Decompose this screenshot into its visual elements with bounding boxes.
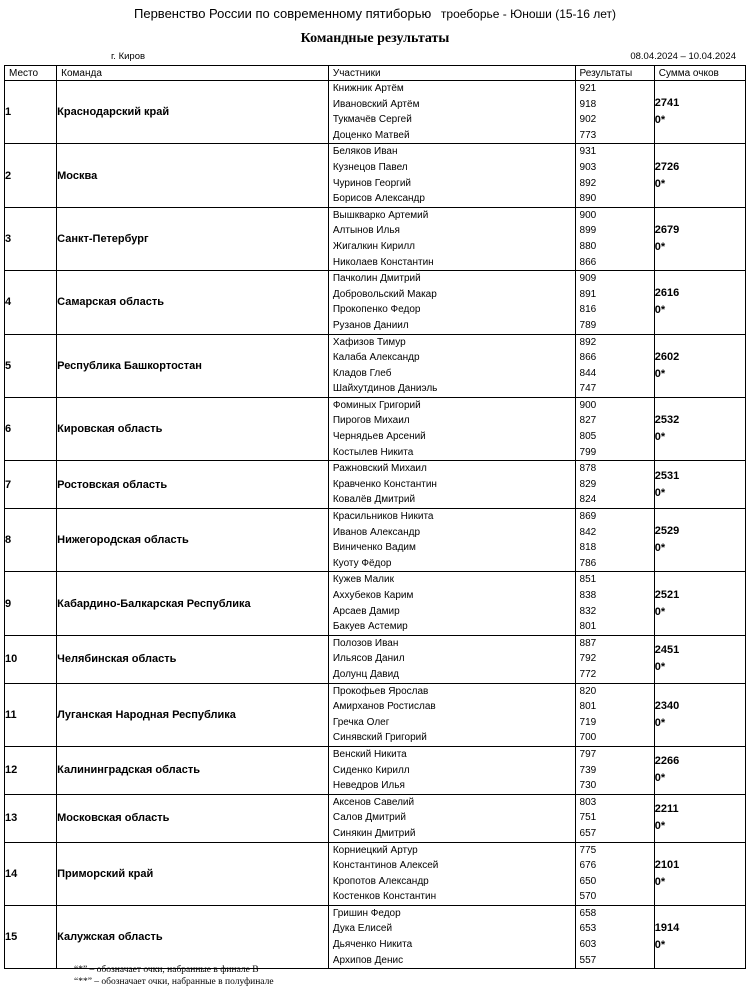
team-name: Калининградская область <box>57 746 329 794</box>
team-extra: 0* <box>654 939 666 952</box>
team-results <box>575 572 654 635</box>
participant-name: Пачколин Дмитрий <box>332 273 421 285</box>
participant-name: Хафизов Тимур <box>332 336 406 348</box>
team-sum <box>654 635 745 683</box>
page-subtitle: Командные результаты <box>300 31 450 46</box>
participant-name: Дьяченко Никита <box>332 939 413 951</box>
team-total: 2602 <box>654 350 680 363</box>
participant-name: Калаба Александр <box>332 352 420 364</box>
championship-title: Первенство России по современному пятиборью <box>134 6 432 21</box>
participant-result: 918 <box>579 98 597 110</box>
participant-name: Синявский Григорий <box>332 732 427 744</box>
participant-result: 899 <box>579 225 597 237</box>
participant-name: Гречка Олег <box>332 716 390 728</box>
date-range: 08.04.2024 – 10.04.2024 <box>630 51 736 62</box>
results-table <box>4 65 746 969</box>
team-total: 2340 <box>654 699 680 712</box>
team-sum <box>654 144 745 207</box>
team-total: 2451 <box>654 644 680 657</box>
team-place: 3 <box>5 207 57 270</box>
participant-result: 869 <box>579 511 597 523</box>
col-place-header: Место <box>5 66 57 81</box>
team-place: 8 <box>5 509 57 572</box>
team-results <box>575 746 654 794</box>
participant-name: Тукмачёв Сергей <box>332 114 412 126</box>
col-sum-header: Сумма очков <box>654 66 745 81</box>
participant-result: 838 <box>579 590 597 601</box>
team-place: 14 <box>5 842 57 905</box>
team-results <box>575 842 654 905</box>
participant-result: 719 <box>579 716 597 728</box>
team-name: Санкт-Петербург <box>57 207 329 270</box>
document-title <box>0 6 750 21</box>
team-row <box>5 683 746 746</box>
team-participants <box>328 842 575 905</box>
results-body <box>5 81 746 969</box>
team-results <box>575 905 654 968</box>
participant-result: 603 <box>579 939 597 951</box>
participant-result: 816 <box>579 304 597 316</box>
team-row <box>5 509 746 572</box>
team-row <box>5 461 746 509</box>
team-name: Луганская Народная Республика <box>57 683 329 746</box>
team-participants <box>328 683 575 746</box>
team-extra: 0* <box>654 367 666 380</box>
team-participants <box>328 746 575 794</box>
participant-result: 747 <box>579 383 597 395</box>
team-participants <box>328 461 575 509</box>
team-sum <box>654 271 745 334</box>
participant-result: 903 <box>579 161 597 173</box>
participant-result: 887 <box>579 637 597 649</box>
team-row <box>5 81 746 144</box>
team-total: 2101 <box>654 858 680 871</box>
team-name: Нижегородская область <box>57 509 329 572</box>
team-row <box>5 746 746 794</box>
participant-result: 658 <box>579 907 597 919</box>
team-row <box>5 572 746 635</box>
team-results <box>575 683 654 746</box>
team-total: 1914 <box>654 922 680 935</box>
participant-result: 892 <box>579 177 597 189</box>
team-extra: 0* <box>654 661 666 674</box>
team-participants <box>328 397 575 460</box>
participant-result: 730 <box>579 780 597 792</box>
participant-result: 827 <box>579 415 597 427</box>
team-total: 2531 <box>654 469 680 482</box>
team-total: 2741 <box>654 97 680 110</box>
team-row <box>5 794 746 842</box>
team-extra: 0* <box>654 177 666 190</box>
team-participants <box>328 271 575 334</box>
participant-name: Сиденко Кирилл <box>332 764 410 776</box>
team-name: Кировская область <box>57 397 329 460</box>
participant-name: Чернядьев Арсений <box>332 431 426 443</box>
team-row <box>5 842 746 905</box>
team-sum <box>654 397 745 460</box>
team-extra: 0* <box>654 772 666 785</box>
team-sum <box>654 746 745 794</box>
participant-result: 775 <box>579 844 597 856</box>
participant-name: Чуринов Георгий <box>332 177 411 189</box>
participant-result: 789 <box>579 319 597 331</box>
participant-result: 931 <box>579 146 597 158</box>
team-name: Москва <box>57 144 329 207</box>
participant-result: 844 <box>579 367 597 379</box>
participant-name: Кузнецов Павел <box>332 161 408 173</box>
participant-result: 786 <box>579 557 597 569</box>
footnotes <box>74 964 274 988</box>
participant-result: 570 <box>579 891 597 903</box>
participant-name: Ильясов Данил <box>332 653 405 665</box>
participant-result: 842 <box>579 526 597 538</box>
team-place: 4 <box>5 271 57 334</box>
participant-name: Доценко Матвей <box>332 129 410 141</box>
team-total: 2616 <box>654 287 680 300</box>
participant-result: 866 <box>579 352 597 364</box>
team-place: 10 <box>5 635 57 683</box>
team-results <box>575 271 654 334</box>
participant-name: Кладов Глеб <box>332 367 392 379</box>
team-place: 7 <box>5 461 57 509</box>
team-place: 12 <box>5 746 57 794</box>
footnote-final-b: “*” – обозначает очки, набранные в финале В <box>74 965 259 975</box>
team-results <box>575 635 654 683</box>
participant-result: 900 <box>579 399 597 411</box>
participant-result: 799 <box>579 446 597 458</box>
participant-result: 832 <box>579 605 597 617</box>
participant-name: Рузанов Даниил <box>332 319 409 331</box>
team-extra: 0* <box>654 486 666 499</box>
participant-name: Книжник Артём <box>332 83 404 94</box>
team-participants <box>328 144 575 207</box>
participant-name: Кравченко Константин <box>332 478 437 490</box>
team-total: 2266 <box>654 755 680 768</box>
participant-name: Шайхутдинов Даниэль <box>332 383 438 395</box>
team-sum <box>654 81 745 144</box>
participant-result: 892 <box>579 336 597 348</box>
participant-result: 739 <box>579 764 597 776</box>
participant-result: 909 <box>579 273 597 285</box>
col-team-header: Команда <box>57 66 329 81</box>
team-name: Самарская область <box>57 271 329 334</box>
team-row <box>5 271 746 334</box>
team-results <box>575 81 654 144</box>
team-name: Приморский край <box>57 842 329 905</box>
participant-name: Борисов Александр <box>332 193 425 205</box>
event-name: троеборье - Юноши (15-16 лет) <box>440 7 616 21</box>
team-row <box>5 635 746 683</box>
team-sum <box>654 905 745 968</box>
team-place: 15 <box>5 905 57 968</box>
participant-name: Неведров Илья <box>332 780 405 792</box>
team-results <box>575 509 654 572</box>
participant-name: Прокофьев Ярослав <box>332 685 429 697</box>
participant-result: 792 <box>579 653 597 665</box>
participant-result: 891 <box>579 288 597 300</box>
header-row <box>5 66 746 81</box>
team-sum <box>654 509 745 572</box>
participant-name: Бакуев Астемир <box>332 621 408 633</box>
participant-result: 878 <box>579 463 597 475</box>
team-sum <box>654 794 745 842</box>
team-row <box>5 334 746 397</box>
participant-name: Венский Никита <box>332 748 407 760</box>
team-sum <box>654 461 745 509</box>
team-participants <box>328 334 575 397</box>
participant-name: Аххубеков Карим <box>332 590 414 601</box>
participant-name: Гришин Федор <box>332 907 401 919</box>
team-participants <box>328 572 575 635</box>
team-row <box>5 397 746 460</box>
participant-name: Костылев Никита <box>332 446 414 458</box>
participant-name: Иванов Александр <box>332 526 421 538</box>
participant-name: Беляков Иван <box>332 146 398 158</box>
footnote-semifinal: “**” – обозначает очки, набранные в полуфинале <box>74 977 274 987</box>
team-total: 2532 <box>654 414 680 427</box>
participant-name: Константинов Алексей <box>332 860 439 872</box>
participant-result: 818 <box>579 542 597 554</box>
col-results-header: Результаты <box>575 66 654 81</box>
participant-result: 921 <box>579 83 597 94</box>
team-total: 2679 <box>654 223 680 236</box>
participant-result: 900 <box>579 209 597 221</box>
participant-result: 657 <box>579 827 597 839</box>
team-participants <box>328 635 575 683</box>
team-participants <box>328 509 575 572</box>
participant-name: Салов Дмитрий <box>332 812 406 824</box>
participant-name: Виниченко Вадим <box>332 542 416 554</box>
participant-name: Кропотов Александр <box>332 875 429 887</box>
participant-result: 890 <box>579 193 597 205</box>
participant-name: Фоминых Григорий <box>332 399 421 411</box>
team-row <box>5 207 746 270</box>
participant-name: Костенков Константин <box>332 891 437 903</box>
team-extra: 0* <box>654 114 666 127</box>
team-place: 5 <box>5 334 57 397</box>
team-sum <box>654 683 745 746</box>
participant-name: Арсаев Дамир <box>332 605 400 617</box>
participant-name: Синякин Дмитрий <box>332 827 416 839</box>
team-name: Ростовская область <box>57 461 329 509</box>
participant-result: 751 <box>579 812 597 824</box>
team-name: Московская область <box>57 794 329 842</box>
participant-name: Ковалёв Дмитрий <box>332 494 416 506</box>
participant-name: Вышкварко Артемий <box>332 209 429 221</box>
participant-name: Аксенов Савелий <box>332 796 415 808</box>
participant-result: 820 <box>579 685 597 697</box>
team-participants <box>328 905 575 968</box>
participant-name: Добровольский Макар <box>332 288 437 300</box>
participant-result: 773 <box>579 129 597 141</box>
team-extra: 0* <box>654 875 666 888</box>
team-total: 2211 <box>654 803 679 816</box>
team-results <box>575 461 654 509</box>
participant-name: Николаев Константин <box>332 256 434 268</box>
participant-name: Корниецкий Артур <box>332 844 418 856</box>
participant-result: 866 <box>579 256 597 268</box>
participant-name: Куоту Фёдор <box>332 557 392 569</box>
participant-result: 902 <box>579 114 597 126</box>
team-extra: 0* <box>654 716 666 729</box>
participant-result: 801 <box>579 621 597 633</box>
team-extra: 0* <box>654 605 666 618</box>
participant-result: 829 <box>579 478 597 490</box>
participant-result: 797 <box>579 748 597 760</box>
participant-name: Ражновский Михаил <box>332 463 427 475</box>
team-extra: 0* <box>654 542 666 555</box>
participant-result: 801 <box>579 701 597 713</box>
participant-result: 650 <box>579 875 597 887</box>
team-sum <box>654 207 745 270</box>
team-place: 13 <box>5 794 57 842</box>
team-name: Кабардино-Балкарская Республика <box>57 572 329 635</box>
team-sum <box>654 334 745 397</box>
team-place: 11 <box>5 683 57 746</box>
participant-name: Ивановский Артём <box>332 98 420 110</box>
participant-result: 676 <box>579 860 597 872</box>
team-row <box>5 905 746 968</box>
participant-name: Архипов Денис <box>332 954 404 966</box>
team-name: Краснодарский край <box>57 81 329 144</box>
participant-name: Пирогов Михаил <box>332 415 410 427</box>
participant-name: Полозов Иван <box>332 637 399 649</box>
participant-name: Красильников Никита <box>332 511 434 523</box>
team-extra: 0* <box>654 240 666 253</box>
team-total: 2529 <box>654 525 680 538</box>
team-name: Республика Башкортостан <box>57 334 329 397</box>
team-results <box>575 397 654 460</box>
team-total: 2521 <box>654 588 680 601</box>
team-place: 9 <box>5 572 57 635</box>
participant-name: Алтынов Илья <box>332 225 400 237</box>
col-participants-header: Участники <box>328 66 575 81</box>
participant-result: 653 <box>579 923 597 935</box>
team-participants <box>328 81 575 144</box>
participant-result: 851 <box>579 574 597 586</box>
team-total: 2726 <box>654 160 680 173</box>
participant-result: 803 <box>579 796 597 808</box>
participant-result: 824 <box>579 494 597 506</box>
participant-result: 805 <box>579 431 597 443</box>
participant-name: Долунц Давид <box>332 668 400 680</box>
team-participants <box>328 794 575 842</box>
team-participants <box>328 207 575 270</box>
team-sum <box>654 572 745 635</box>
team-place: 1 <box>5 81 57 144</box>
city-label: г. Киров <box>111 51 146 62</box>
team-results <box>575 207 654 270</box>
team-row <box>5 144 746 207</box>
participant-result: 700 <box>579 732 597 744</box>
participant-name: Дука Елисей <box>332 923 393 935</box>
team-name: Челябинская область <box>57 635 329 683</box>
team-results <box>575 794 654 842</box>
team-place: 6 <box>5 397 57 460</box>
participant-name: Прокопенко Федор <box>332 304 421 316</box>
participant-result: 557 <box>579 954 597 966</box>
participant-name: Жигалкин Кирилл <box>332 240 415 252</box>
team-extra: 0* <box>654 304 666 317</box>
team-results <box>575 334 654 397</box>
team-results <box>575 144 654 207</box>
team-name: Калужская область <box>57 905 329 968</box>
team-sum <box>654 842 745 905</box>
team-place: 2 <box>5 144 57 207</box>
team-extra: 0* <box>654 431 666 444</box>
participant-name: Амирханов Ростислав <box>332 701 436 713</box>
participant-result: 772 <box>579 668 597 680</box>
team-extra: 0* <box>654 820 666 833</box>
participant-name: Кужев Малик <box>332 574 394 586</box>
participant-result: 880 <box>579 240 597 252</box>
